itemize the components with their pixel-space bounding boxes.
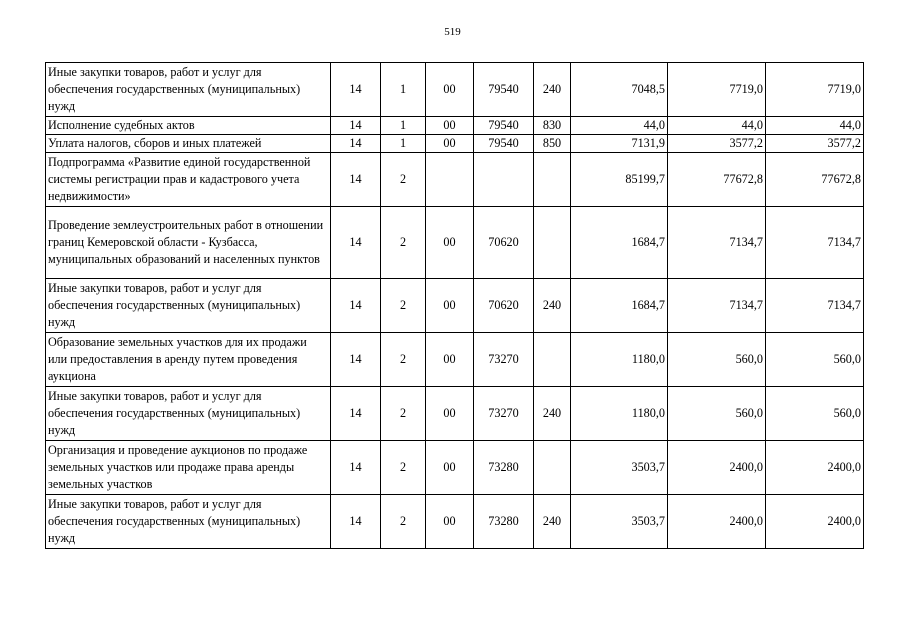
section-code: 14 [331,117,381,135]
program-code: 00 [426,279,474,333]
section-code: 14 [331,333,381,387]
direction-code: 79540 [474,117,534,135]
subsection-code: 2 [381,207,426,279]
section-code: 14 [331,153,381,207]
value-year-3: 2400,0 [766,441,864,495]
table-row [46,117,864,135]
value-year-2: 7719,0 [668,63,766,117]
table-row [46,495,864,549]
value-year-3: 7719,0 [766,63,864,117]
expense-type-code: 240 [534,63,571,117]
value-year-1: 44,0 [571,117,668,135]
value-year-1: 1180,0 [571,387,668,441]
section-code: 14 [331,207,381,279]
budget-table [45,62,864,549]
section-code: 14 [331,135,381,153]
value-year-2: 560,0 [668,387,766,441]
value-year-3: 560,0 [766,333,864,387]
table-row [46,279,864,333]
direction-code: 79540 [474,63,534,117]
value-year-3: 7134,7 [766,279,864,333]
subsection-code: 2 [381,495,426,549]
value-year-2: 77672,8 [668,153,766,207]
row-name: Иные закупки товаров, работ и услуг для обеспечения государственных (муниципальных) нужд [46,63,331,117]
row-name: Образование земельных участков для их продажи или предоставления в аренду путем проведения аукциона [46,333,331,387]
value-year-3: 44,0 [766,117,864,135]
row-name: Иные закупки товаров, работ и услуг для обеспечения государственных (муниципальных) нужд [46,495,331,549]
section-code: 14 [331,387,381,441]
page-number: 519 [444,26,461,38]
value-year-3: 77672,8 [766,153,864,207]
program-code: 00 [426,387,474,441]
value-year-3: 7134,7 [766,207,864,279]
row-name: Иные закупки товаров, работ и услуг для обеспечения государственных (муниципальных) нужд [46,387,331,441]
value-year-2: 2400,0 [668,495,766,549]
table-row [46,153,864,207]
row-name: Иные закупки товаров, работ и услуг для обеспечения государственных (муниципальных) нужд [46,279,331,333]
value-year-1: 7048,5 [571,63,668,117]
direction-code: 73280 [474,441,534,495]
program-code: 00 [426,495,474,549]
program-code: 00 [426,135,474,153]
expense-type-code [534,153,571,207]
subsection-code: 2 [381,279,426,333]
row-name: Исполнение судебных актов [46,117,331,135]
value-year-1: 1684,7 [571,207,668,279]
program-code: 00 [426,333,474,387]
value-year-2: 7134,7 [668,207,766,279]
value-year-2: 44,0 [668,117,766,135]
subsection-code: 2 [381,153,426,207]
program-code: 00 [426,207,474,279]
direction-code: 70620 [474,279,534,333]
value-year-3: 2400,0 [766,495,864,549]
subsection-code: 1 [381,117,426,135]
table-row [46,135,864,153]
expense-type-code: 240 [534,495,571,549]
direction-code: 79540 [474,135,534,153]
row-name: Подпрограмма «Развитие единой государственной системы регистрации прав и кадастрового учета недвижимости» [46,153,331,207]
table-row [46,63,864,117]
expense-type-code: 240 [534,387,571,441]
program-code: 00 [426,441,474,495]
table-row [46,441,864,495]
expense-type-code [534,207,571,279]
expense-type-code: 830 [534,117,571,135]
value-year-1: 1684,7 [571,279,668,333]
direction-code [474,153,534,207]
row-name: Проведение землеустроительных работ в отношении границ Кемеровской области - Кузбасса, муниципальных образований и населенных пунктов [46,207,331,279]
value-year-2: 2400,0 [668,441,766,495]
program-code: 00 [426,117,474,135]
expense-type-code: 240 [534,279,571,333]
subsection-code: 2 [381,441,426,495]
value-year-1: 3503,7 [571,441,668,495]
table-row [46,207,864,279]
direction-code: 73270 [474,387,534,441]
section-code: 14 [331,495,381,549]
expense-type-code [534,333,571,387]
direction-code: 70620 [474,207,534,279]
value-year-2: 3577,2 [668,135,766,153]
section-code: 14 [331,441,381,495]
value-year-1: 85199,7 [571,153,668,207]
expense-type-code [534,441,571,495]
subsection-code: 1 [381,135,426,153]
table-row [46,333,864,387]
section-code: 14 [331,279,381,333]
value-year-2: 560,0 [668,333,766,387]
section-code: 14 [331,63,381,117]
value-year-2: 7134,7 [668,279,766,333]
value-year-1: 1180,0 [571,333,668,387]
subsection-code: 2 [381,333,426,387]
direction-code: 73280 [474,495,534,549]
subsection-code: 1 [381,63,426,117]
value-year-1: 3503,7 [571,495,668,549]
program-code [426,153,474,207]
program-code: 00 [426,63,474,117]
subsection-code: 2 [381,387,426,441]
row-name: Уплата налогов, сборов и иных платежей [46,135,331,153]
expense-type-code: 850 [534,135,571,153]
direction-code: 73270 [474,333,534,387]
value-year-1: 7131,9 [571,135,668,153]
value-year-3: 560,0 [766,387,864,441]
table-row [46,387,864,441]
value-year-3: 3577,2 [766,135,864,153]
row-name: Организация и проведение аукционов по продаже земельных участков или продаже права аренды земельных участков [46,441,331,495]
